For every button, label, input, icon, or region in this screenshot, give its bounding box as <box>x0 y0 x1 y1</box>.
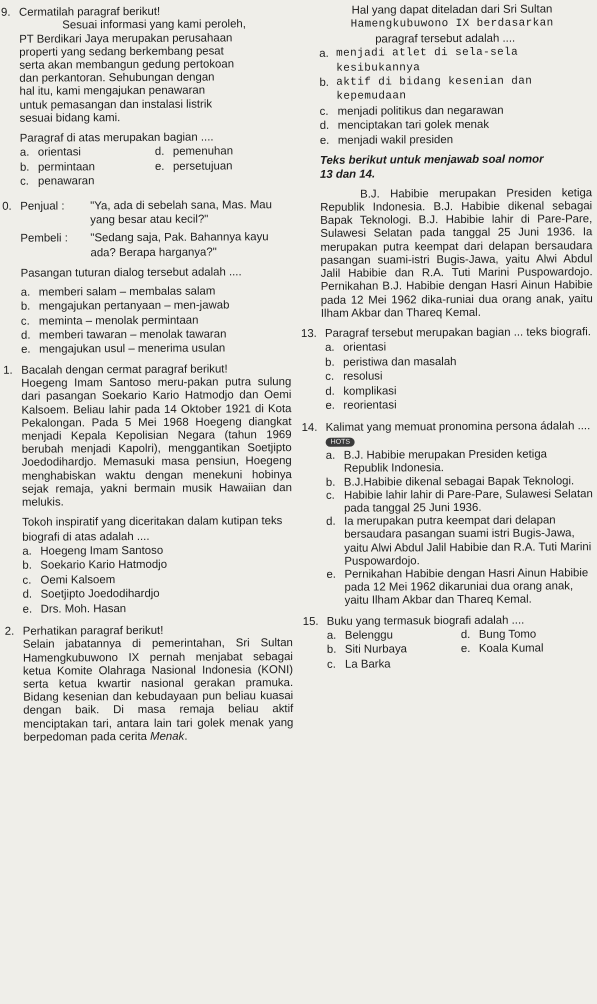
option-letter: d. <box>20 329 31 342</box>
reading-passage: B.J. Habibie merupakan Presiden ketiga Republik Indonesia. B.J. Habibie dikenal sebagai Bapak Teknologi. B.J. Habibie lahir di Pare-Pare, Sulawesi Selatan pada tanggal 25 Juni 1936. Ia merupakan putra keempat dari delapan bersaudara pasangan suami-istri Bugis-Jawa, yaitu Alwi Abdul Jalil Habibie dan R.A. Tuti Marini Puspowardojo. Pernikahan B.J. Habibie dengan Hasri Ainun Habibie pada 12 Mei 1962 dika-runiai dua orang anak, yaitu Ilham Akbar dan Thareq Kemal. <box>320 187 593 320</box>
option-d[interactable]: pemenuhan <box>172 145 234 159</box>
quoted-paragraph: Hoegeng Imam Santoso meru-pakan putra sulung dari pasangan Soekario Kario Hatmodjo dan Oemi Kalsoem. Beliau lahir pada 14 Oktober 1921 di Kota Pekalongan. Pada 5 Mei 1968 Hoegeng diangkat menjadi Kepala Kepolisian Negara (tahun 1969 berubah menjadi Kapolri), menggantikan Soetjipto Joedodihardjo. Memasuki masa pensiun, Hoegeng menghabiskan waktu dengan menekuni hobinya sejak remaja, yakni bermain musik Hawaiian dan melukis. <box>21 376 292 509</box>
paragraph-line: untuk pemasangan dan instalasi listrik <box>19 98 213 112</box>
option-e[interactable]: Koala Kumal <box>478 642 544 656</box>
question-text: Paragraf tersebut merupakan bagian ... teks biografi. <box>324 326 591 340</box>
option-letter: a. <box>325 449 336 462</box>
dialog-pembeli <box>20 231 290 261</box>
instruction: 13 dan 14. <box>319 168 376 182</box>
question-text: Tokoh inspiratif yang diceritakan dalam kutipan teks biografi di atas adalah .... <box>22 515 283 544</box>
paragraph-line: sesuai bidang kami. <box>19 111 121 125</box>
question-number: 1. <box>3 364 13 377</box>
option-letter: e. <box>154 160 165 173</box>
option-letter: a. <box>319 48 329 61</box>
question-13 <box>301 325 593 341</box>
options-list <box>301 340 593 414</box>
option-b[interactable]: B.J.Habibie dikenal sebagai Bapak Teknologi. <box>343 474 575 489</box>
option-b[interactable]: mengajukan pertanyaan – men-jawab <box>38 299 230 313</box>
question-intro: Perhatikan paragraf berikut! <box>22 624 164 638</box>
option-d[interactable]: Soetjipto Joedodihardjo <box>40 588 160 601</box>
paragraph-line: serta akan membangun gedung pertokoan <box>19 58 235 72</box>
option-a[interactable]: Hoegeng Imam Santoso <box>40 544 164 558</box>
paragraph-line: properti yang sedang berkembang pesat <box>19 45 224 59</box>
paragraph-line: dan perkantoran. Sehubungan dengan <box>19 71 215 85</box>
option-b[interactable]: Soekario Kario Hatmodjo <box>40 559 168 572</box>
option-c[interactable]: resolusi <box>343 370 383 383</box>
question-10 <box>2 198 290 282</box>
option-e[interactable]: reorientasi <box>343 399 397 412</box>
option-d[interactable]: menciptakan tari golek menak <box>337 119 490 133</box>
option-c[interactable]: meminta – menolak permintaan <box>38 314 199 328</box>
options-list <box>302 448 595 608</box>
question-text: paragraf tersebut adalah .... <box>375 32 516 46</box>
hots-badge: HOTS <box>326 438 356 447</box>
quoted-paragraph <box>1 18 290 125</box>
option-a[interactable]: orientasi <box>37 146 81 160</box>
option-letter: b. <box>319 76 329 89</box>
option-letter: a. <box>326 629 337 642</box>
paragraph-end: . <box>184 730 188 743</box>
option-d[interactable]: Bung Tomo <box>478 628 537 641</box>
options-list <box>4 543 292 617</box>
option-letter: c. <box>20 175 29 188</box>
option-e[interactable]: mengajukan usul – menerima usulan <box>39 342 226 356</box>
question-number: 2. <box>4 625 15 638</box>
option-a[interactable]: orientasi <box>343 341 387 355</box>
option-b[interactable]: peristiwa dan masalah <box>343 355 457 369</box>
option-letter: d. <box>326 515 336 529</box>
option-letter: c. <box>325 370 335 383</box>
option-letter: b. <box>22 560 32 573</box>
option-letter: c. <box>22 574 32 587</box>
option-letter: b. <box>19 161 30 174</box>
question-number: 13. <box>300 327 317 340</box>
option-d[interactable]: komplikasi <box>343 384 397 398</box>
speaker-label: Pembeli : <box>20 232 68 246</box>
question-number: 14. <box>301 422 318 435</box>
option-letter: b. <box>325 356 335 369</box>
option-letter: c. <box>20 315 30 328</box>
option-letter: e. <box>460 643 471 656</box>
option-a[interactable]: B.J. Habibie merupakan Presiden ketiga Republik Indonesia. <box>343 448 548 476</box>
option-a[interactable]: menjadi atlet di sela-sela kesibukannya <box>336 46 519 75</box>
dialog-penjual <box>20 198 290 228</box>
question-number: 9. <box>0 6 11 19</box>
paragraph-emphasis: Menak <box>150 730 185 743</box>
question-text: Hal yang dapat diteladan dari Sri Sultan <box>351 3 553 17</box>
question-intro: Bacalah dengan cermat paragraf berikut! <box>21 363 228 377</box>
option-letter: e. <box>319 134 330 147</box>
option-letter: b. <box>20 300 31 313</box>
speaker-text: "Sedang saja, Pak. Bahannya kayu ada? Berapa harganya?" <box>90 231 269 260</box>
option-a[interactable]: Belenggu <box>344 629 394 642</box>
instruction: Teks berikut untuk menjawab soal nomor <box>319 153 544 167</box>
speaker-label: Penjual : <box>20 200 65 213</box>
option-e[interactable]: menjadi wakil presiden <box>337 133 454 147</box>
option-a[interactable]: memberi salam – membalas salam <box>38 285 216 299</box>
option-d[interactable]: memberi tawaran – menolak tawaran <box>38 328 227 342</box>
paragraph-line: hal itu, kami mengajukan penawaran <box>19 84 206 99</box>
question-text: Kalimat yang memuat pronomina persona ádalah .... <box>325 420 591 435</box>
speaker-text: "Ya, ada di sebelah sana, Mas. Mau yang besar atau kecil?" <box>90 198 272 227</box>
options-grid <box>2 144 290 189</box>
option-letter: d. <box>22 588 33 601</box>
option-b[interactable]: Siti Nurbaya <box>344 643 407 657</box>
paragraph-line: PT Berdikari Jaya merupakan perusahaan <box>19 32 233 46</box>
options-list <box>3 284 291 358</box>
left-column <box>1 4 294 745</box>
question-text: Paragraf di atas merupakan bagian .... <box>19 131 214 145</box>
option-letter: a. <box>325 342 335 355</box>
option-c[interactable]: Oemi Kalsoem <box>40 573 116 587</box>
option-c[interactable]: menjadi politikus dan negarawan <box>337 104 504 118</box>
quoted-paragraph <box>5 637 294 744</box>
option-c[interactable]: La Barka <box>344 658 391 671</box>
option-letter: c. <box>319 105 329 118</box>
question-text: Buku yang termasuk biografi adalah .... <box>326 614 525 628</box>
option-e[interactable]: persetujuan <box>172 160 233 173</box>
option-c[interactable]: penawaran <box>38 175 95 188</box>
question-number: 0. <box>2 200 12 213</box>
option-letter: d. <box>319 120 330 133</box>
option-e[interactable]: Drs. Moh. Hasan <box>40 602 127 616</box>
option-letter: d. <box>460 628 471 642</box>
paragraph-text: Selain jabatannya di pemerintahan, Sri Sultan Hamengkubuwono IX pernah menjabat sebagai ketua Komite Olahraga Nasional Indonesia (KONI) serta ketua kwartir nasional gerakan pramuka. Bidang kesenian dan kebudayaan pun beliau kuasai dengan baik. Di masa remaja beliau aktif menciptakan tari, antara lain tari golek menak yang berpedoman pada cerita <box>22 637 294 744</box>
option-letter: d. <box>154 146 165 159</box>
option-b[interactable]: aktif di bidang kesenian dan kepemudaan <box>336 75 533 104</box>
option-letter: c. <box>326 658 336 671</box>
question-intro: Cermatilah paragraf berikut! <box>18 5 161 19</box>
option-letter: c. <box>325 489 335 502</box>
option-letter: e. <box>22 603 33 616</box>
option-c[interactable]: Habibie lahir lahir di Pare-Pare, Sulawesi Selatan pada tanggal 25 Juni 1936. <box>343 487 593 515</box>
option-e[interactable]: Pernikahan Habibie dengan Hasri Ainun Habibie pada 12 Mei 1962 dikaruniai dua orang anak, yaitu Ilham Akbar dan Thareq Kemal. <box>344 567 589 608</box>
option-b[interactable]: permintaan <box>37 161 95 174</box>
option-letter: e. <box>325 399 335 412</box>
option-letter: b. <box>325 476 336 489</box>
option-letter: a. <box>19 147 30 160</box>
right-column <box>299 2 595 672</box>
options-list <box>299 45 592 148</box>
option-letter: b. <box>326 644 337 657</box>
question-text: Hamengkubuwono IX berdasarkan <box>350 17 554 32</box>
option-letter: a. <box>20 286 31 299</box>
option-letter: e. <box>326 568 336 581</box>
option-letter: e. <box>21 343 31 357</box>
question-text: Pasangan tuturan dialog tersebut adalah .... <box>20 266 242 280</box>
question-number: 15. <box>302 615 319 628</box>
paragraph-line: Sesuai informasi yang kami peroleh, <box>62 18 246 32</box>
option-d[interactable]: Ia merupakan putra keempat dari delapan bersaudara pasangan suami istri Bugis-Jawa, yaitu Alwi Abdul Jalil Habibie dan R.A. Tuti Marini Puspowardojo. <box>344 514 592 568</box>
question-14 <box>302 420 594 451</box>
options-grid <box>303 627 595 672</box>
option-letter: d. <box>325 385 335 398</box>
option-letter: a. <box>22 545 32 558</box>
